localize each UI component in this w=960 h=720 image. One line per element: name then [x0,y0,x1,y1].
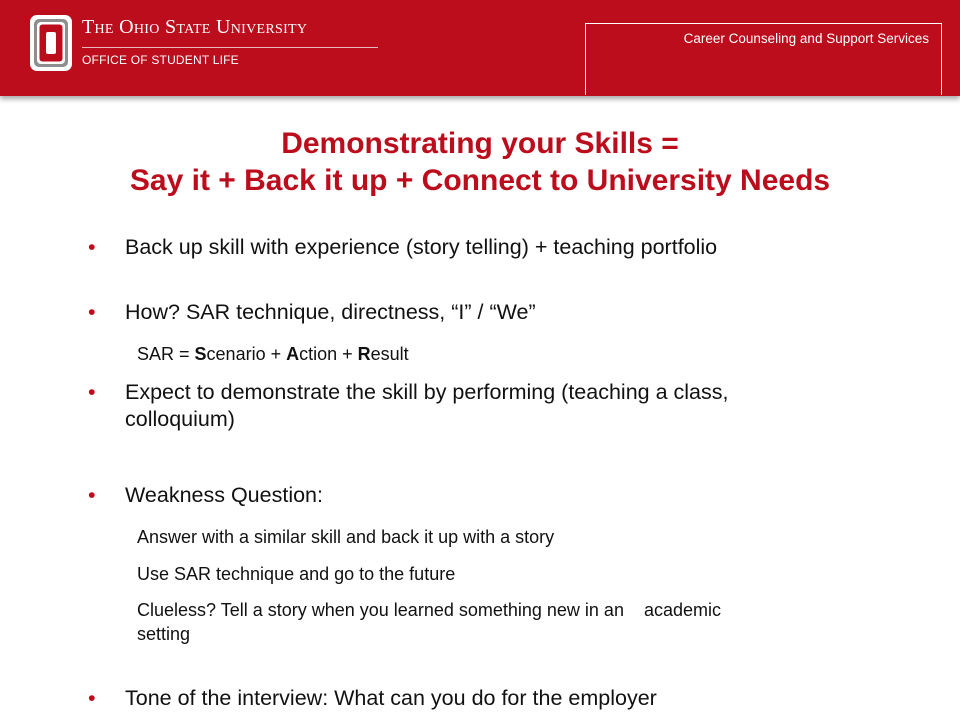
sar-s-rest: cenario + [206,344,287,364]
sar-a: A [286,344,300,364]
unit-label: Career Counseling and Support Services [683,31,929,46]
sar-prefix: SAR = [137,344,195,364]
sar-definition [137,342,917,366]
bullet-dot: • [88,380,96,404]
office-name: OFFICE OF STUDENT LIFE [82,53,239,67]
bullet-text-line-1: Expect to demonstrate the skill by performing (teaching a class, [125,380,729,404]
weakness-sub-line-1: Clueless? Tell a story when you learned something new in an academic [137,600,721,620]
weakness-sub-item: Answer with a similar skill and back it up with a story [137,527,555,547]
bullet-text: How? SAR technique, directness, “I” / “We” [125,300,536,324]
bullet-item [88,482,888,509]
bullet-text: Back up skill with experience (story telling) + teaching portfolio [125,235,718,259]
sar-s: S [194,344,207,364]
bullet-text: Weakness Question: [125,483,323,507]
sar-r-rest: esult [370,344,409,364]
bullet-item [88,299,888,326]
title-line-2: Say it + Back it up + Connect to University Needs [129,164,831,197]
bullet-text: Tone of the interview: What can you do for the employer [125,686,657,710]
univ-word-ohio: Ohio [119,16,160,38]
univ-word-university: University [215,16,308,38]
header-divider [82,47,378,48]
bullet-item [88,685,888,712]
univ-word-state: State [164,16,211,38]
bullet-dot: • [88,235,96,259]
header-banner [0,0,960,96]
bullet-dot: • [88,300,96,324]
block-o-logo-icon [30,15,72,71]
weakness-sub-item: Use SAR technique and go to the future [137,564,456,584]
university-name [82,16,307,39]
unit-box [585,23,942,95]
bullet-text-line-2: colloquium) [125,407,235,431]
title-line-1: Demonstrating your Skills = [281,127,679,160]
bullet-dot: • [88,483,96,507]
sar-a-rest: ction + [299,344,358,364]
weakness-sub-item [137,598,917,646]
slide-title [0,125,960,199]
weakness-sub-line-2: setting [137,624,191,644]
sar-r: R [357,344,371,364]
bullet-item [88,234,888,261]
univ-word-the: The [82,16,114,38]
bullet-item [88,379,888,433]
bullet-dot: • [88,686,96,710]
